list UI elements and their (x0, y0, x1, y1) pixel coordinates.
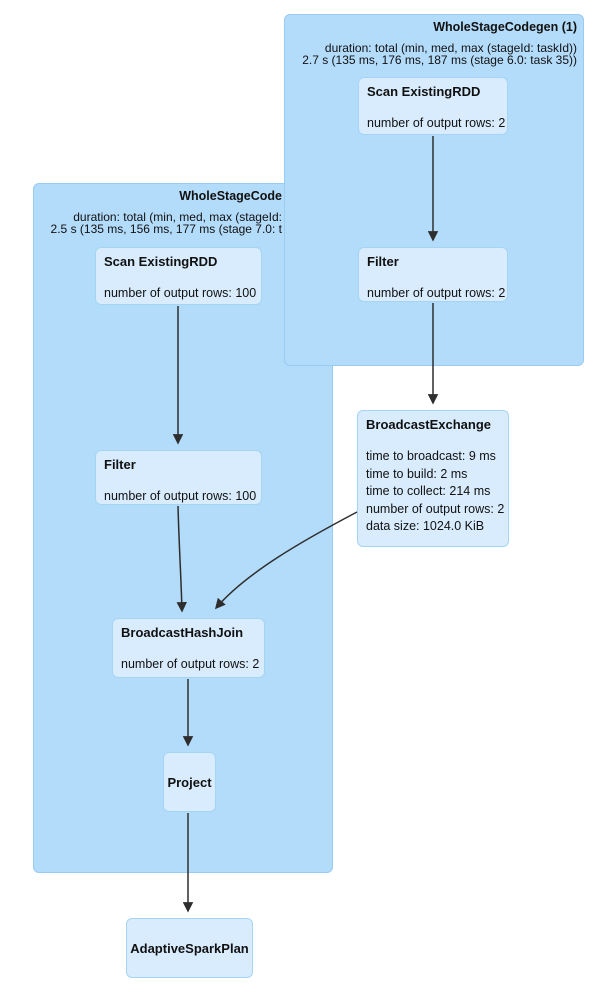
node-broadcast-hash-join (112, 618, 265, 678)
cluster-2-header (51, 189, 282, 235)
node-title: Scan ExistingRDD (104, 254, 218, 269)
node-metric: time to build: 2 ms (366, 466, 468, 481)
cluster-1-duration-value: 2.7 s (135 ms, 176 ms, 187 ms (stage 6.0: task 35)) (302, 53, 577, 67)
node-metric: number of output rows: 2 (121, 657, 260, 671)
node-metrics (366, 448, 505, 536)
node-scan-existingrdd-1 (358, 77, 508, 135)
node-broadcast-exchange (357, 410, 509, 547)
node-metric: time to collect: 214 ms (366, 484, 491, 498)
node-metric: number of output rows: 2 (366, 501, 505, 516)
cluster-wholestagecodegen-1 (284, 14, 584, 366)
node-filter-1 (358, 247, 508, 302)
node-title: BroadcastExchange (366, 417, 491, 432)
node-filter-2 (95, 450, 262, 505)
node-title: Project (167, 774, 212, 790)
cluster-1-header (302, 20, 577, 66)
node-metric: number of output rows: 100 (104, 489, 257, 503)
cluster-2-duration-value: 2.5 s (135 ms, 156 ms, 177 ms (stage 7.0: t (50, 222, 282, 236)
node-metric: number of output rows: 2 (367, 116, 506, 130)
cluster-1-duration-label: duration: total (min, med, max (stageId: taskId)) (324, 41, 577, 55)
node-metric: time to broadcast: 9 ms (366, 449, 496, 463)
cluster-2-duration-label: duration: total (min, med, max (stageId: (73, 210, 282, 224)
node-title: Scan ExistingRDD (367, 84, 481, 99)
node-metric: data size: 1024.0 KiB (366, 519, 485, 533)
cluster-2-title: WholeStageCode (179, 189, 282, 203)
node-project (163, 752, 216, 812)
node-title: Filter (367, 254, 399, 269)
node-metric: number of output rows: 2 (367, 286, 506, 300)
node-scan-existingrdd-2 (95, 247, 262, 305)
node-title: BroadcastHashJoin (121, 625, 244, 640)
cluster-1-title: WholeStageCodegen (1) (433, 20, 577, 34)
node-adaptive-spark-plan (126, 918, 253, 978)
node-metric: number of output rows: 100 (104, 286, 257, 300)
node-title: AdaptiveSparkPlan (130, 940, 249, 956)
node-title: Filter (104, 457, 136, 472)
